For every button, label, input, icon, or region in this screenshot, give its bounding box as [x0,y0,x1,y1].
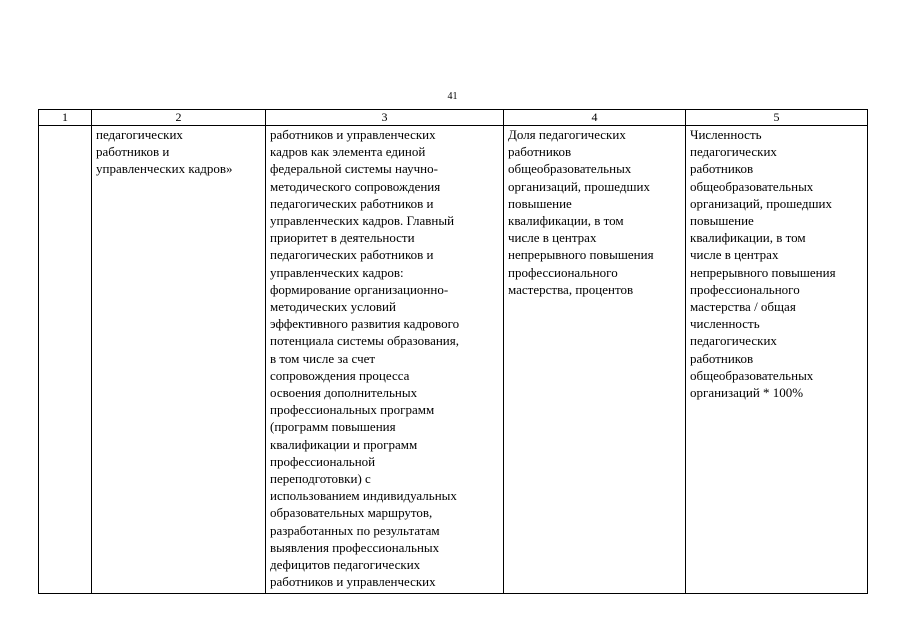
cell-col-4 [504,126,686,594]
page-number: 41 [447,91,458,102]
header-col-3: 3 [266,110,504,126]
table-row [39,126,868,594]
cell-col-2-text: педагогических работников и управленческих кадров» [96,127,233,177]
cell-col-1 [39,126,92,594]
cell-col-5 [686,126,868,594]
cell-col-5-text: Численность педагогических работников общеобразовательных организаций, прошедших повышение квалификации, в том числе в центрах непрерывного повышения профессионального мастерства / общая численность педагогических работников общеобразовательных организаций * 100% [690,127,836,401]
cell-col-2 [92,126,266,594]
header-col-1: 1 [39,110,92,126]
header-col-5: 5 [686,110,868,126]
cell-col-4-text: Доля педагогических работников общеобразовательных организаций, прошедших повышение квалификации, в том числе в центрах непрерывного повышения профессионального мастерства, процентов [508,127,654,297]
table-header-row [39,110,868,126]
cell-col-3-text: работников и управленческих кадров как элемента единой федеральной системы научно- методического сопровождения педагогических работников и управленческих кадров. Главный приоритет в деятельности педагогических работников и управленческих кадров: формирование организационно- методических условий эффективного развития кадрового потенциала системы образования, в том числе за счет сопровождения процесса освоения дополнительных профессиональных программ (программ повышения квалификации и программ профессиональной переподготовки) с использованием индивидуальных образовательных маршрутов, разработанных по результатам выявления профессиональных дефицитов педагогических работников и управленческих [270,127,460,590]
cell-col-3 [266,126,504,594]
header-col-4: 4 [504,110,686,126]
indicator-table [38,109,868,594]
header-col-2: 2 [92,110,266,126]
